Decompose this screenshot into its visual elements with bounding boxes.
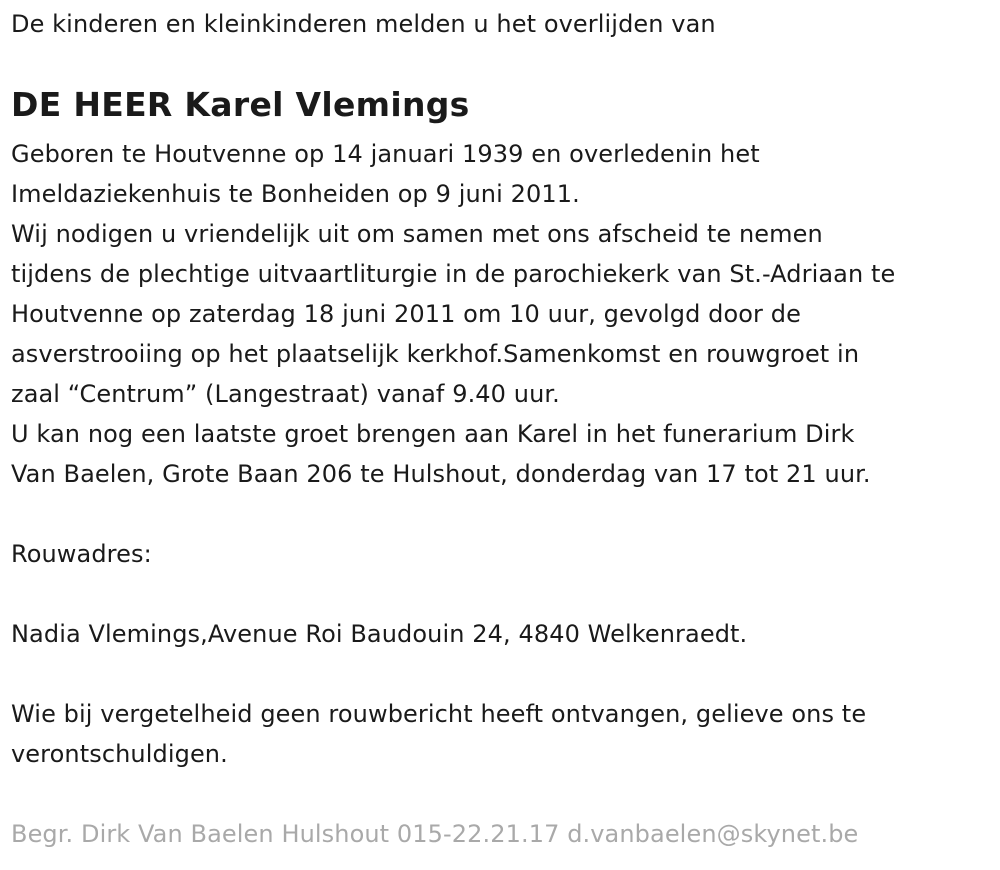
body-line: tijdens de plechtige uitvaartliturgie in de parochiekerk van St.-Adriaan te [11, 260, 896, 288]
body-line: Van Baelen, Grote Baan 206 te Hulshout, donderdag van 17 tot 21 uur. [11, 460, 871, 488]
mourning-address: Nadia Vlemings,Avenue Roi Baudouin 24, 4840 Welkenraedt. [11, 620, 748, 648]
intro-text: De kinderen en kleinkinderen melden u het overlijden van [11, 10, 716, 38]
body-line: Imeldaziekenhuis te Bonheiden op 9 juni 2011. [11, 180, 580, 208]
body-line: zaal “Centrum” (Langestraat) vanaf 9.40 uur. [11, 380, 560, 408]
apology-line: verontschuldigen. [11, 740, 228, 768]
deceased-name: DE HEER Karel Vlemings [11, 85, 470, 124]
body-line: U kan nog een laatste groet brengen aan Karel in het funerarium Dirk [11, 420, 855, 448]
address-label: Rouwadres: [11, 540, 152, 568]
body-line: Houtvenne op zaterdag 18 juni 2011 om 10 uur, gevolgd door de [11, 300, 801, 328]
body-line: Geboren te Houtvenne op 14 januari 1939 en overledenin het [11, 140, 760, 168]
apology-line: Wie bij vergetelheid geen rouwbericht heeft ontvangen, gelieve ons te [11, 700, 867, 728]
funeral-director-footer: Begr. Dirk Van Baelen Hulshout 015-22.21.17 d.vanbaelen@skynet.be [11, 820, 859, 848]
body-line: asverstrooiing op het plaatselijk kerkhof.Samenkomst en rouwgroet in [11, 340, 860, 368]
body-line: Wij nodigen u vriendelijk uit om samen met ons afscheid te nemen [11, 220, 823, 248]
